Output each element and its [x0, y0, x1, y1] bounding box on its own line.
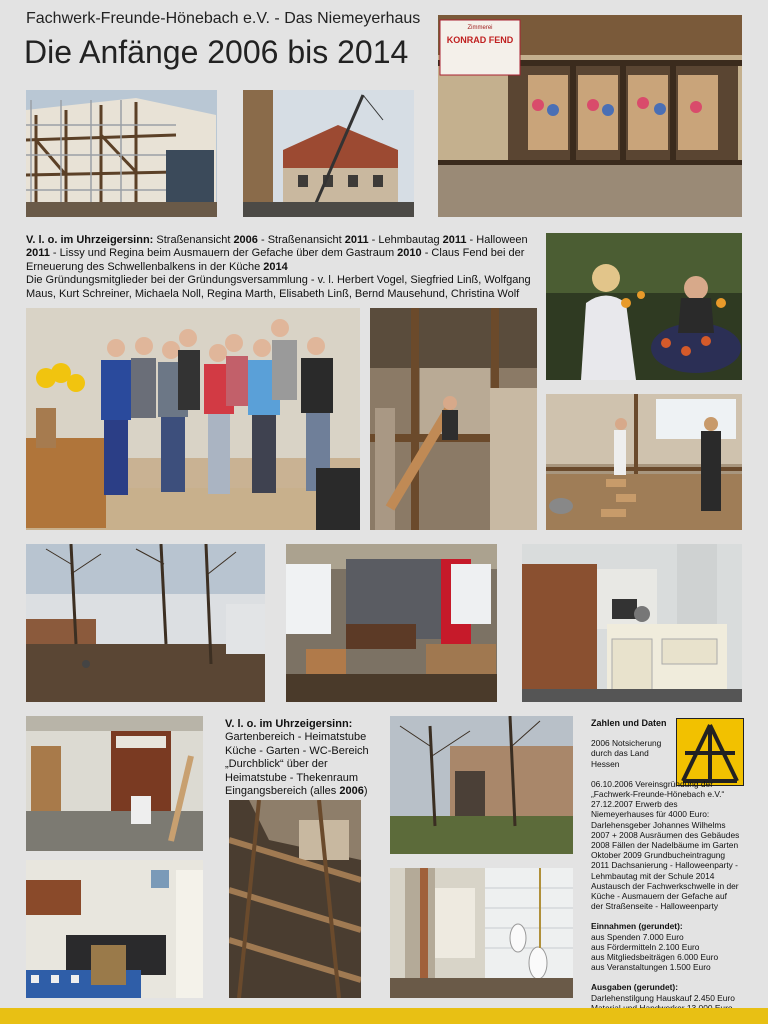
photo-entrance: [26, 716, 203, 851]
caption-top: [26, 234, 538, 301]
facts-heading: Zahlen und Daten: [591, 718, 667, 728]
facts-expense-item: Darlehenstilgung Hauskauf 2.450 Euro: [591, 992, 735, 1003]
photo-gefache-2010: [370, 308, 537, 530]
facts-income-heading: Einnahmen (gerundet):: [591, 921, 683, 932]
facts-income-item: aus Veranstaltungen 1.500 Euro: [591, 962, 711, 973]
caption-founders: Die Gründungsmitglieder bei der Gründungsversammlung - v. l. Herbert Vogel, Siegfried Linß, Wolfgang Maus, Kurt Schreiner, Michaela Noll, Regina Marth, Elisabeth Linß, Bernd Mausehund, Christina Wolf: [26, 274, 531, 300]
photo-street-2006: [26, 90, 217, 217]
caption-top-lead: V. l. o. im Uhrzeigersinn:: [26, 234, 154, 246]
year: 2011: [344, 234, 369, 246]
photo-durchblick: [229, 800, 361, 998]
photo-heimatstube: [286, 544, 497, 702]
photo-street-2011: [243, 90, 414, 217]
banner-line2: KONRAD FEND: [446, 35, 514, 45]
caption-top-text: Straßenansicht: [153, 234, 234, 246]
caption-bottom-text: Gartenbereich - Heimatstube Küche - Garten - WC-Bereich „Durchblick“ über der Heimatstube - Thekenraum Eingangsbereich (alles: [225, 731, 369, 798]
photo-wc: [390, 868, 573, 998]
caption-bottom: [225, 718, 375, 798]
photo-garden-2: [390, 716, 573, 854]
year: 2011: [26, 247, 50, 260]
year: 2011: [442, 234, 467, 246]
year: 2014: [263, 260, 288, 273]
year: 2010: [397, 247, 422, 260]
facts-income-item: aus Fördermitteln 2.100 Euro: [591, 941, 700, 952]
year: 2006: [339, 785, 364, 798]
caption-bottom-lead: V. l. o. im Uhrzeigersinn:: [225, 718, 353, 730]
banner-line1: Zimmerei: [467, 25, 493, 31]
facts-panel: [591, 718, 741, 1013]
caption-top-text: - Lissy und Regina beim Ausmauern der Gefache über dem Gastraum: [49, 247, 398, 260]
facts-income-item: aus Spenden 7.000 Euro: [591, 931, 684, 942]
caption-top-text: - Lehmbautag: [368, 234, 443, 246]
facts-notsicherung: 2006 Notsicherung durch das Land Hessen: [591, 738, 662, 769]
photo-kitchen: [522, 544, 742, 702]
caption-top-text: - Claus Fend bei der Erneuerung des Schwellenbalkens in der Küche: [26, 247, 525, 273]
photo-halloween-2011: [546, 233, 742, 380]
facts-expense-heading: Ausgaben (gerundet):: [591, 982, 679, 993]
photo-schwellenbalken-2014: [546, 394, 742, 530]
header-subtitle: Fachwerk-Freunde-Hönebach e.V. - Das Niemeyerhaus: [26, 10, 421, 27]
caption-top-text: - Halloween: [466, 234, 528, 246]
photo-founders: [26, 308, 360, 530]
facts-timeline: 06.10.2006 Vereinsgründung der „Fachwerk-Freunde-Hönebach e.V.“ 27.12.2007 Erwerb des Niemeyerhauses für 4000 Euro: Darlehensgeber Johannes Wilhelms 2007 + 2008 Ausräumen des Gebäudes 2008 Fällen der Nadelbäume im Garten Oktober 2009 Grundbucheintragung 2011 Dachsanierung - Halloweenparty - Lehmbautag mit der Schule 2014 Austausch der Fachwerkschwelle in der Küche - Ausmauern der Gefache auf der Straßenseite - Halloweenparty: [591, 778, 740, 912]
photo-lehmbautag-2011: [438, 15, 742, 217]
caption-bottom-end: ): [363, 785, 368, 798]
photo-garden: [26, 544, 265, 702]
year: 2006: [233, 234, 258, 246]
caption-top-text: - Straßenansicht: [257, 234, 345, 246]
photo-heimatstube-kitchen: [26, 860, 203, 998]
bottom-accent-bar: [0, 1008, 768, 1024]
page-title: Die Anfänge 2006 bis 2014: [24, 34, 409, 70]
facts-income-item: aus Mitgliedsbeiträgen 6.000 Euro: [591, 952, 719, 963]
